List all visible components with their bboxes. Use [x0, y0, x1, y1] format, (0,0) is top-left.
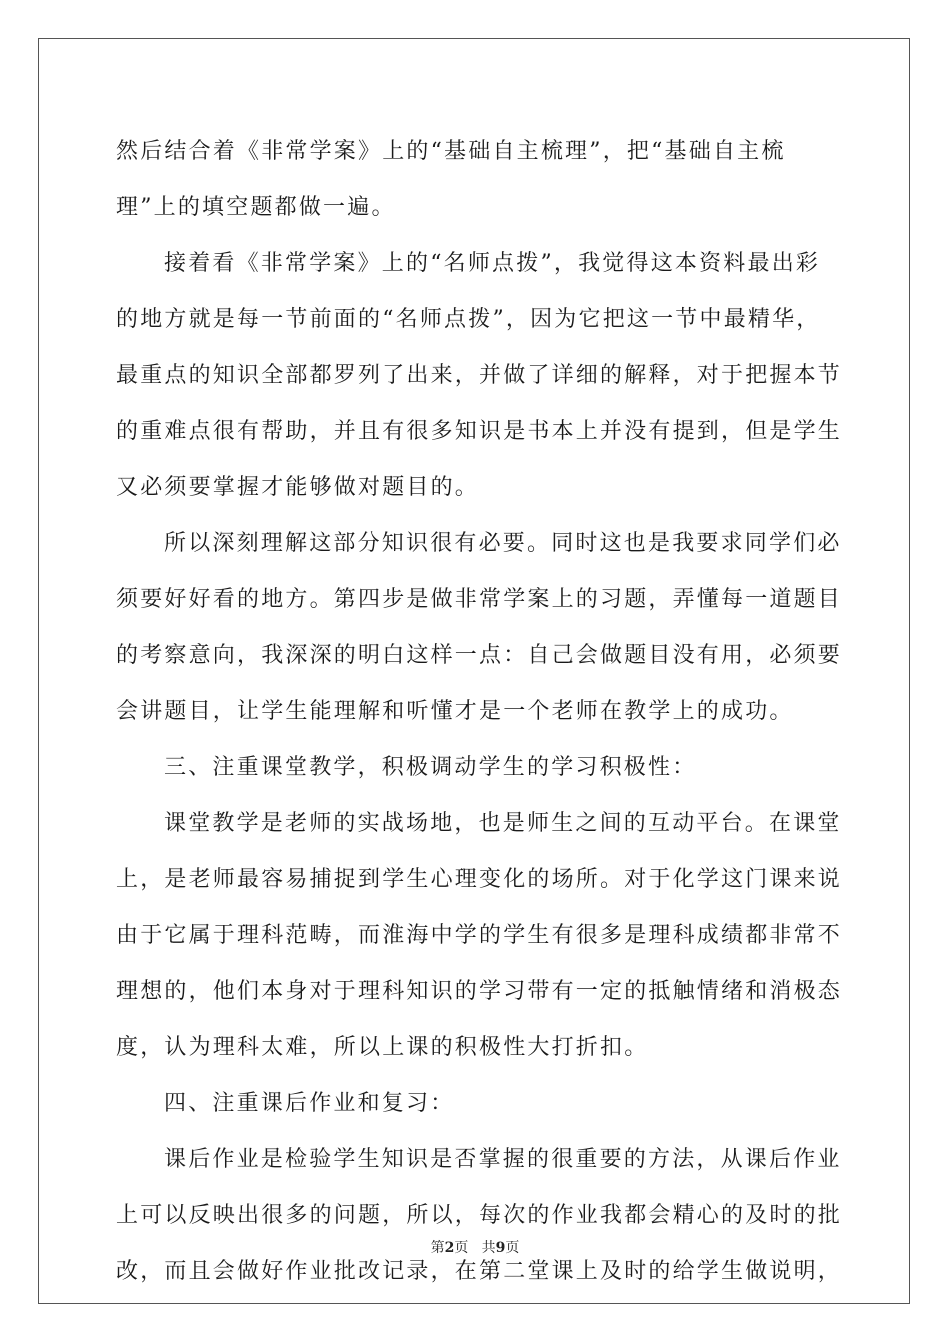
- text-line: 理”上的填空题都做一遍。: [116, 195, 396, 220]
- text-line: 须要好好看的地方。第四步是做非常学案上的习题，弄懂每一道题目: [116, 587, 843, 612]
- footer-prefix: 第: [430, 1240, 445, 1256]
- text-line: 接着看《非常学案》上的“名师点拨”，我觉得这本资料最出彩: [164, 251, 821, 276]
- text-line: 然后结合着《非常学案》上的“基础自主梳理”，把“基础自主梳: [116, 139, 786, 164]
- text-line: 度，认为理科太难，所以上课的积极性大打折扣。: [116, 1035, 649, 1060]
- current-page-number: 2: [444, 1240, 455, 1256]
- text-line: 上，是老师最容易捕捉到学生心理变化的场所。对于化学这门课来说: [116, 867, 843, 892]
- text-line: 的地方就是每一节前面的“名师点拨”，因为它把这一节中最精华，: [116, 307, 821, 332]
- page-footer: [0, 1238, 950, 1258]
- text-line: 课后作业是检验学生知识是否掌握的很重要的方法，从课后作业: [164, 1147, 842, 1172]
- footer-total-suffix: 页: [505, 1240, 520, 1256]
- text-line: 的重难点很有帮助，并且有很多知识是书本上并没有提到，但是学生: [116, 419, 843, 444]
- text-line: 改，而且会做好作业批改记录，在第二堂课上及时的给学生做说明，: [116, 1259, 843, 1284]
- section-heading: 三、注重课堂教学，积极调动学生的学习积极性：: [164, 755, 697, 780]
- text-line: 会讲题目，让学生能理解和听懂才是一个老师在教学上的成功。: [116, 699, 794, 724]
- section-heading: 四、注重课后作业和复习：: [164, 1091, 455, 1116]
- text-line: 理想的，他们本身对于理科知识的学习带有一定的抵触情绪和消极态: [116, 979, 843, 1004]
- text-line: 由于它属于理科范畴，而淮海中学的学生有很多是理科成绩都非常不: [116, 923, 843, 948]
- total-page-count: 9: [495, 1240, 506, 1256]
- text-line: 的考察意向，我深深的明白这样一点：自己会做题目没有用，必须要: [116, 643, 843, 668]
- text-line: 上可以反映出很多的问题，所以，每次的作业我都会精心的及时的批: [116, 1203, 843, 1228]
- footer-total-prefix: 共: [481, 1240, 496, 1256]
- text-line: 课堂教学是老师的实战场地，也是师生之间的互动平台。在课堂: [164, 811, 842, 836]
- footer-page-word: 页: [454, 1240, 469, 1256]
- text-line: 最重点的知识全部都罗列了出来，并做了详细的解释，对于把握本节: [116, 363, 843, 388]
- text-line: 所以深刻理解这部分知识很有必要。同时这也是我要求同学们必: [164, 531, 842, 556]
- document-body: [116, 124, 843, 1300]
- text-line: 又必须要掌握才能够做对题目的。: [116, 475, 480, 500]
